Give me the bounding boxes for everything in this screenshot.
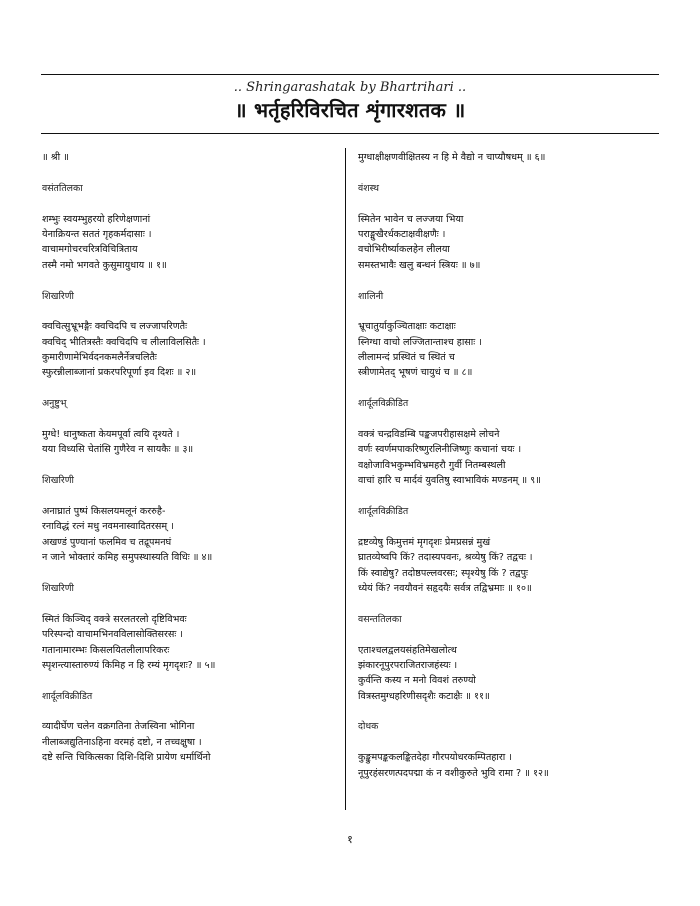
verse-line: क्वचित्सुभ्रूभङ्गैः क्वचिदपि च लज्जापरिणतैः bbox=[42, 321, 188, 333]
meter-heading: शार्दूलविक्रीडित bbox=[42, 690, 93, 702]
column-divider bbox=[345, 148, 346, 810]
meter-heading: शार्दूलविक्रीडित bbox=[358, 398, 409, 410]
verse-line: कुङ्कुमपङ्ककलङ्कितदेहा गौरपयोधरकम्पितहारा । bbox=[358, 752, 512, 764]
verse-line: अखण्डं पुण्यानां फलमिव च तद्रूपमनघं bbox=[42, 536, 172, 548]
verse-line: वचोभिरीर्ष्याकलहेन लीलया bbox=[358, 244, 450, 256]
verse-line: कुमारीणामेभिर्वदनकमलैर्नेत्रचलितैः bbox=[42, 352, 157, 364]
verse-line: परिस्पन्दो वाचामभिनवविलासोक्तिसरसः । bbox=[42, 629, 184, 641]
verse-line: स्फुरन्नीलाब्जानां प्रकरपरिपूर्णा इव दिशः ॥ २॥ bbox=[42, 367, 197, 379]
left-column bbox=[42, 150, 338, 766]
meter-heading: वंशस्थ bbox=[358, 182, 380, 194]
meter-heading: शिखरिणी bbox=[42, 290, 74, 302]
verse-line: स्निग्धा वाचो लज्जितान्ताश्च हासाः । bbox=[358, 336, 482, 348]
verse-line: दष्टे सन्ति चिकित्सका दिशि-दिशि प्रायेण धर्मार्थिनो bbox=[42, 752, 211, 764]
verse-line: लीलामन्दं प्रस्थितं च स्थितं च bbox=[358, 352, 455, 364]
verse-line: द्रष्टव्येषु किमुत्तमं मृगदृशः प्रेमप्रसन्नं मुखं bbox=[358, 536, 491, 548]
invocation: ॥ श्री ॥ bbox=[42, 152, 69, 163]
meter-heading: शिखरिणी bbox=[42, 582, 74, 594]
verse-line: ध्येयं किं? नवयौवनं सहृदयैः सर्वत्र तद्विभ्रमाः ॥ १०॥ bbox=[358, 582, 532, 594]
document-subtitle: .. Shringarashatak by Bhartrihari .. bbox=[233, 80, 467, 95]
meter-heading: शिखरिणी bbox=[42, 475, 74, 487]
verse-line: क्वचिद् भीतित्रस्तैः क्वचिदपि च लीलाविलसितैः । bbox=[42, 336, 206, 348]
verse-line: न जाने भोक्तारं कमिह समुपस्थास्यति विधिः ॥ ४॥ bbox=[42, 552, 213, 564]
verse-line: रनाविद्धं रत्नं मधु नवमनास्वादितरसम् । bbox=[42, 521, 174, 533]
meter-heading: दोधक bbox=[358, 721, 379, 733]
right-column bbox=[358, 150, 658, 781]
verse-line: नीलाब्जद्युतिनाऽहिना वरमहं दष्टो, न तच्चक्षुषा । bbox=[42, 736, 202, 748]
verse-line: झंकारनूपुरपराजितराजहंस्यः । bbox=[358, 659, 458, 671]
verse-line: वाचामगोचरचरित्रविचित्रिताय bbox=[42, 244, 138, 256]
verse-line: वित्रस्तमुग्धहरिणीसदृशैः कटाक्षैः ॥ ११॥ bbox=[358, 690, 490, 702]
verse-line: एताश्चलद्वलयसंहतिमेखलोत्थ bbox=[358, 644, 457, 656]
verse-line: मुग्धाक्षीक्षणवीक्षितस्य न हि मे वैद्यो न चाप्यौषधम् ॥ ६॥ bbox=[358, 152, 546, 163]
verse-line: समस्तभावैः खलु बन्धनं स्त्रियः ॥ ७॥ bbox=[358, 259, 481, 271]
page-number: १ bbox=[347, 833, 353, 846]
verse-line: यया विध्यसि चेतांसि गुणैरेव न सायकैः ॥ ३॥ bbox=[42, 444, 194, 456]
verse-line: वक्षोजाविभकुम्भविभ्रमहरौ गुर्वी नितम्बस्थली bbox=[358, 459, 506, 471]
verse-line: शम्भुः स्वयम्भुहरयो हरिणेक्षणानां bbox=[42, 213, 151, 225]
verse-line: अनाघ्रातं पुष्पं किसलयमलूनं कररुहै- bbox=[42, 505, 166, 517]
verse-line: नूपुरहंसरणत्पदपद्मा कं न वशीकुरुते भुवि रामा ? ॥ १२॥ bbox=[358, 767, 549, 779]
verse-line: स्मितं किञ्चिद् वक्त्रे सरलतरलो दृष्टिविभवः bbox=[42, 613, 187, 625]
meter-heading: शार्दूलविक्रीडित bbox=[358, 505, 409, 517]
verse-line: स्मितेन भावेन च लज्जया भिया bbox=[358, 213, 464, 225]
header-bottom-rule bbox=[41, 133, 659, 134]
verse-line: वाचां हारि च मार्दवं युवतिषु स्वाभाविकं मण्डनम् ॥ ९॥ bbox=[358, 475, 541, 487]
verse-line: स्त्रीणामेतद् भूषणं चायुधं च ॥ ८॥ bbox=[358, 367, 473, 379]
document-title: ॥ भर्तृहरिविरचित शृंगारशतक ॥ bbox=[234, 98, 466, 122]
meter-heading: वसंततिलका bbox=[42, 182, 83, 194]
verse-line: तस्मै नमो भगवते कुसुमायुधाय ॥ १॥ bbox=[42, 259, 167, 271]
meter-heading: अनुष्टुभ् bbox=[42, 398, 67, 410]
verse-line: मुग्धे! धानुष्कता केयमपूर्वा त्वयि दृश्यते । bbox=[42, 429, 180, 441]
verse-line: वर्णः स्वर्णमपाकरिष्णुरलिनीजिष्णुः कचानां चयः । bbox=[358, 444, 522, 456]
verse-line: गतानामारम्भः किसलयितलीलापरिकरः bbox=[42, 644, 170, 656]
meter-heading: वसन्ततिलका bbox=[358, 613, 402, 625]
verse-line: वक्त्रं चन्द्रविडम्बि पङ्कजपरीहासक्षमे लोचने bbox=[358, 429, 500, 441]
meter-heading: शालिनी bbox=[358, 290, 384, 302]
verse-line: पराङ्मुखैरर्धकटाक्षवीक्षणैः । bbox=[358, 228, 446, 240]
verse-line: येनाक्रियन्त सततं गृहकर्मदासाः । bbox=[42, 228, 152, 240]
verse-line: कुर्वन्ति कस्य न मनो विवशं तरुण्यो bbox=[358, 675, 476, 687]
header-top-rule bbox=[41, 74, 659, 75]
verse-line: घ्रातव्येष्वपि किं? तदास्यपवनः, श्रव्येषु किं? तद्वचः । bbox=[358, 552, 533, 564]
verse-line: स्पृशन्त्यास्तारुण्यं किमिह न हि रम्यं मृगदृशः? ॥ ५॥ bbox=[42, 659, 216, 671]
verse-line: किं स्वाद्येषु? तदोष्ठपल्लवरसः; स्पृश्येषु किं ? तद्वपुः bbox=[358, 567, 528, 579]
verse-line: भ्रूचातुर्याकुञ्चिताक्षाः कटाक्षाः bbox=[358, 321, 456, 333]
verse-line: व्यादीर्घेण चलेन वक्रगतिना तेजस्विना भोगिना bbox=[42, 721, 195, 733]
